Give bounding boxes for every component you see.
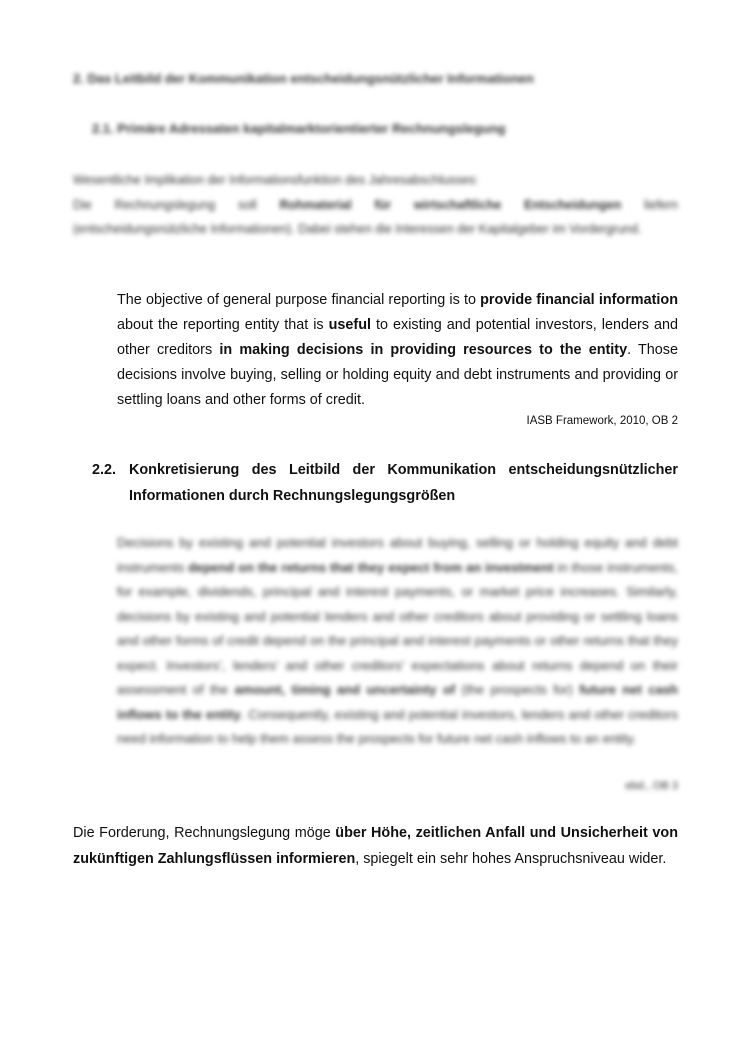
iasb-quote-ob3	[117, 531, 678, 752]
section-2-1-heading: 2.1. Primäre Adressaten kapitalmarktorientierter Rechnungslegung	[92, 121, 506, 136]
intro-line-2	[73, 193, 678, 242]
intro-paragraph	[73, 168, 678, 242]
quote-text: (the prospects for)	[455, 682, 580, 697]
quote-source-ob3: ebd., OB 3	[625, 780, 678, 792]
quote-emphasis: useful	[328, 317, 371, 333]
iasb-quote-ob2	[117, 288, 678, 413]
quote-text: to existing and potential investors, lenders and other creditors	[117, 317, 678, 358]
quote-text: Decisions by existing and potential investors about buying, selling or holding equity and debt instruments	[117, 535, 678, 575]
quote-emphasis: in making decisions in providing resources to the entity	[219, 342, 628, 358]
intro-line-1: Wesentliche Implikation der Informationsfunktion des Jahresabschlusses:	[73, 173, 479, 187]
quote-text: The objective of general purpose financial reporting is to	[117, 292, 481, 308]
quote-emphasis: provide financial information	[480, 292, 678, 308]
closing-text: Die Forderung, Rechnungslegung möge	[73, 825, 336, 841]
section-number: 2.2.	[92, 462, 117, 478]
quote-source-ob2: IASB Framework, 2010, OB 2	[526, 415, 678, 427]
closing-emphasis: über Höhe, zeitlichen Anfall und Unsicherheit von zukünftigen Zahlungsflüssen informieren	[73, 825, 678, 867]
quote-emphasis: depend on the returns that they expect from an investment	[188, 559, 554, 575]
intro-emphasis: Rohmaterial für wirtschaftliche Entscheidungen	[279, 197, 622, 212]
quote-text: about the reporting entity that is	[117, 317, 329, 333]
quote-text: . Consequently, existing and potential investors, lenders and other creditors need information to help them assess the prospects for future net cash inflows to an entity.	[117, 706, 678, 746]
quote-emphasis: future net cash inflows to the entity	[117, 682, 678, 722]
section-2-heading: 2. Das Leitbild der Kommunikation entscheidungsnützlicher Informationen	[73, 71, 534, 86]
intro-text: liefern (entscheidungsnützliche Informationen). Dabei stehen die Interessen der Kapitalgeber im Vordergrund.	[73, 197, 678, 236]
section-title: Konkretisierung des Leitbild der Kommunikation entscheidungsnützlicher Informationen durch Rechnungslegungsgrößen	[129, 462, 678, 504]
closing-paragraph	[73, 820, 678, 872]
quote-text: in those instruments, for example, dividends, principal and interest payments, or market price increases. Similarly, decisions by existing and potential lenders and other creditors about providing or settling loans and other forms of credit depend on the principal and interest payments or other returns that they expect. Investors’, lenders’ and other creditors’ expectations about returns depend on their assessment of the	[117, 559, 679, 697]
quote-emphasis: amount, timing and uncertainty of	[234, 682, 456, 697]
quote-text: . Those decisions involve buying, selling or holding equity and debt instruments and providing or settling loans and other forms of credit.	[117, 342, 678, 408]
intro-text: Die Rechnungslegung soll	[73, 197, 280, 212]
closing-text: , spiegelt ein sehr hohes Anspruchsniveau wider.	[355, 851, 667, 867]
section-2-2-heading	[92, 457, 678, 509]
